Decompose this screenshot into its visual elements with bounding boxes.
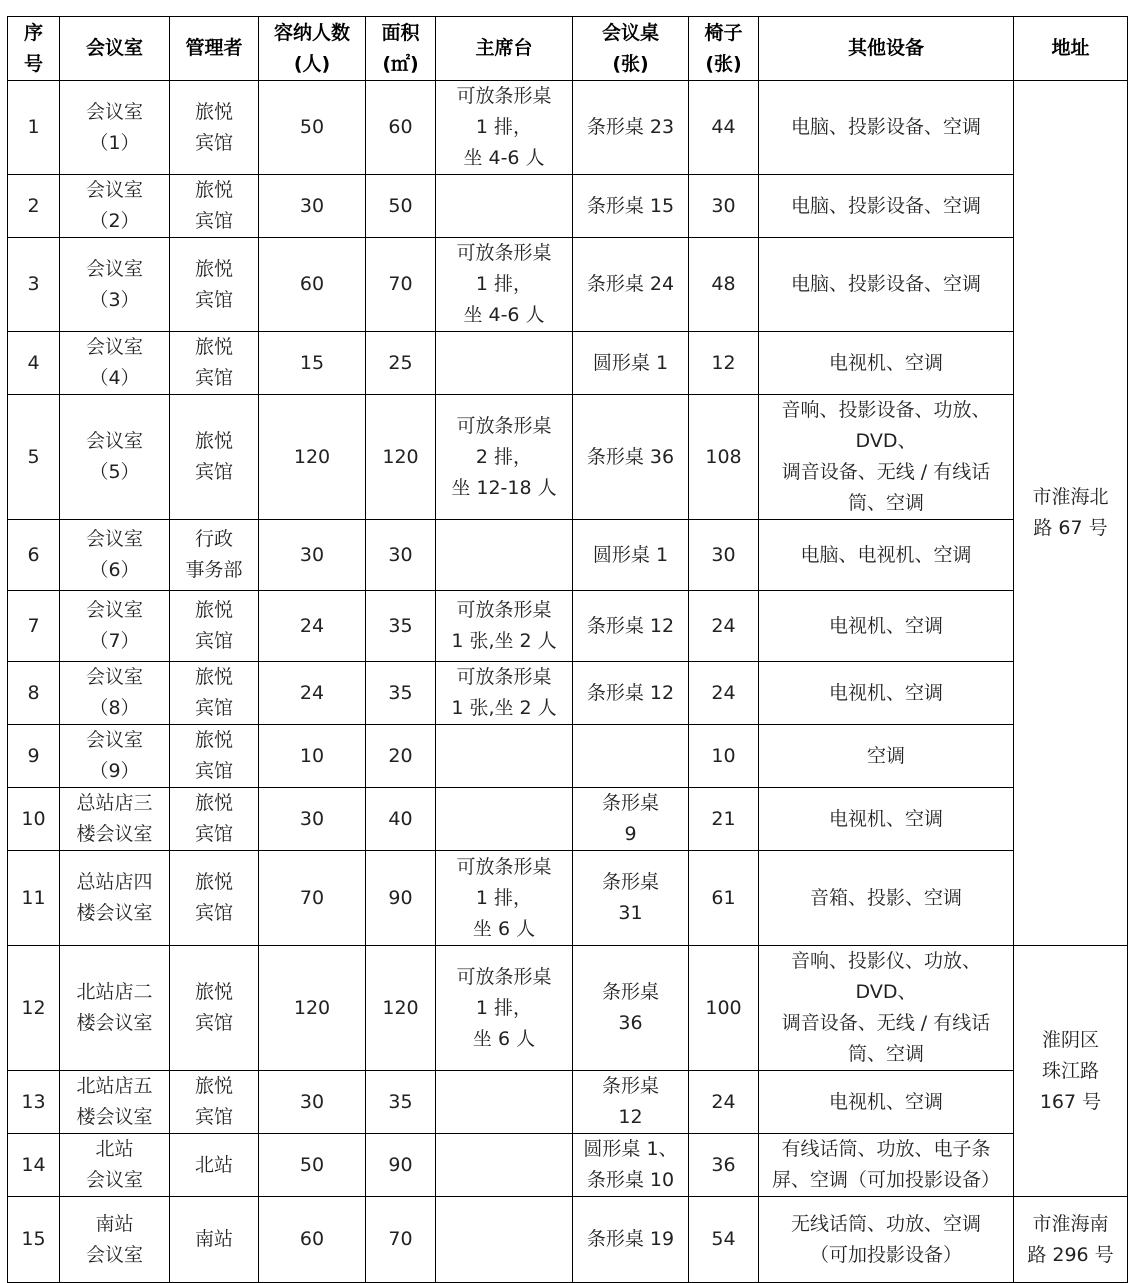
cell-capacity: 120 — [259, 946, 366, 1071]
cell-area: 120 — [366, 395, 436, 520]
cell-no: 3 — [8, 238, 60, 332]
cell-area: 40 — [366, 788, 436, 851]
cell-podium: 可放条形桌 1 张,坐 2 人 — [436, 662, 573, 725]
cell-chairs: 30 — [689, 175, 759, 238]
cell-room: 会议室 （5） — [60, 395, 170, 520]
cell-manager: 旅悦 宾馆 — [170, 946, 259, 1071]
cell-tables: 条形桌 23 — [573, 81, 689, 175]
cell-manager: 旅悦 宾馆 — [170, 238, 259, 332]
cell-chairs: 54 — [689, 1197, 759, 1283]
cell-capacity: 10 — [259, 725, 366, 788]
cell-address: 市淮海南 路 296 号 — [1014, 1197, 1128, 1283]
cell-manager: 旅悦 宾馆 — [170, 1071, 259, 1134]
cell-capacity: 120 — [259, 395, 366, 520]
cell-equipment: 电脑、投影设备、空调 — [759, 175, 1014, 238]
cell-capacity: 60 — [259, 1197, 366, 1283]
table-row — [8, 332, 1128, 395]
cell-no: 11 — [8, 851, 60, 946]
cell-manager: 旅悦 宾馆 — [170, 332, 259, 395]
cell-no: 13 — [8, 1071, 60, 1134]
cell-equipment: 空调 — [759, 725, 1014, 788]
header-tables: 会议桌 (张) — [573, 17, 689, 81]
table-row — [8, 395, 1128, 520]
table-row — [8, 591, 1128, 662]
cell-no: 1 — [8, 81, 60, 175]
cell-chairs: 48 — [689, 238, 759, 332]
header-address: 地址 — [1014, 17, 1128, 81]
cell-tables: 条形桌 15 — [573, 175, 689, 238]
cell-chairs: 61 — [689, 851, 759, 946]
cell-no: 2 — [8, 175, 60, 238]
cell-equipment: 音响、投影仪、功放、DVD、 调音设备、无线 / 有线话 筒、空调 — [759, 946, 1014, 1071]
cell-room: 北站 会议室 — [60, 1134, 170, 1197]
cell-manager: 旅悦 宾馆 — [170, 81, 259, 175]
cell-chairs: 24 — [689, 591, 759, 662]
header-equipment: 其他设备 — [759, 17, 1014, 81]
cell-podium: 可放条形桌 2 排， 坐 12-18 人 — [436, 395, 573, 520]
cell-chairs: 10 — [689, 725, 759, 788]
cell-manager: 旅悦 宾馆 — [170, 725, 259, 788]
cell-address: 淮阴区 珠江路 167 号 — [1014, 946, 1128, 1197]
header-no: 序 号 — [8, 17, 60, 81]
header-room: 会议室 — [60, 17, 170, 81]
cell-chairs: 24 — [689, 662, 759, 725]
table-row — [8, 175, 1128, 238]
table-row — [8, 725, 1128, 788]
cell-tables: 条形桌 24 — [573, 238, 689, 332]
cell-no: 10 — [8, 788, 60, 851]
cell-equipment: 无线话筒、功放、空调 （可加投影设备） — [759, 1197, 1014, 1283]
header-area: 面积 (㎡) — [366, 17, 436, 81]
cell-chairs: 100 — [689, 946, 759, 1071]
cell-tables — [573, 725, 689, 788]
cell-address: 市淮海北 路 67 号 — [1014, 81, 1128, 946]
cell-tables: 条形桌 12 — [573, 591, 689, 662]
cell-podium — [436, 725, 573, 788]
cell-equipment: 电脑、电视机、空调 — [759, 520, 1014, 591]
cell-no: 8 — [8, 662, 60, 725]
cell-equipment: 电视机、空调 — [759, 591, 1014, 662]
cell-podium — [436, 175, 573, 238]
cell-no: 15 — [8, 1197, 60, 1283]
meeting-room-table — [7, 16, 1128, 1283]
cell-room: 会议室 （2） — [60, 175, 170, 238]
cell-area: 25 — [366, 332, 436, 395]
table-row — [8, 238, 1128, 332]
cell-room: 北站店五 楼会议室 — [60, 1071, 170, 1134]
cell-area: 20 — [366, 725, 436, 788]
cell-tables: 条形桌 36 — [573, 946, 689, 1071]
cell-no: 9 — [8, 725, 60, 788]
table-row — [8, 946, 1128, 1071]
cell-equipment: 电视机、空调 — [759, 332, 1014, 395]
cell-tables: 圆形桌 1 — [573, 520, 689, 591]
cell-capacity: 15 — [259, 332, 366, 395]
cell-equipment: 电脑、投影设备、空调 — [759, 81, 1014, 175]
cell-area: 50 — [366, 175, 436, 238]
cell-podium — [436, 520, 573, 591]
cell-equipment: 电视机、空调 — [759, 1071, 1014, 1134]
cell-podium — [436, 1134, 573, 1197]
cell-manager: 行政 事务部 — [170, 520, 259, 591]
cell-capacity: 50 — [259, 81, 366, 175]
cell-tables: 条形桌 12 — [573, 662, 689, 725]
cell-chairs: 12 — [689, 332, 759, 395]
cell-area: 70 — [366, 238, 436, 332]
cell-area: 90 — [366, 851, 436, 946]
cell-no: 14 — [8, 1134, 60, 1197]
cell-no: 5 — [8, 395, 60, 520]
cell-area: 70 — [366, 1197, 436, 1283]
cell-chairs: 30 — [689, 520, 759, 591]
cell-tables: 条形桌 12 — [573, 1071, 689, 1134]
cell-area: 60 — [366, 81, 436, 175]
cell-room: 会议室 （8） — [60, 662, 170, 725]
cell-chairs: 21 — [689, 788, 759, 851]
cell-podium — [436, 332, 573, 395]
table-row — [8, 1134, 1128, 1197]
cell-chairs: 36 — [689, 1134, 759, 1197]
cell-podium: 可放条形桌 1 排， 坐 4-6 人 — [436, 81, 573, 175]
cell-tables: 圆形桌 1、 条形桌 10 — [573, 1134, 689, 1197]
cell-manager: 旅悦 宾馆 — [170, 395, 259, 520]
cell-tables: 条形桌 31 — [573, 851, 689, 946]
header-capacity: 容纳人数 (人) — [259, 17, 366, 81]
cell-capacity: 30 — [259, 788, 366, 851]
cell-capacity: 30 — [259, 520, 366, 591]
header-manager: 管理者 — [170, 17, 259, 81]
cell-podium: 可放条形桌 1 排， 坐 6 人 — [436, 851, 573, 946]
table-row — [8, 662, 1128, 725]
cell-area: 120 — [366, 946, 436, 1071]
cell-equipment: 有线话筒、功放、电子条 屏、空调（可加投影设备） — [759, 1134, 1014, 1197]
cell-capacity: 30 — [259, 1071, 366, 1134]
cell-area: 30 — [366, 520, 436, 591]
cell-tables: 圆形桌 1 — [573, 332, 689, 395]
cell-equipment: 电视机、空调 — [759, 662, 1014, 725]
cell-room: 会议室 （6） — [60, 520, 170, 591]
cell-chairs: 108 — [689, 395, 759, 520]
cell-chairs: 44 — [689, 81, 759, 175]
cell-equipment: 音箱、投影、空调 — [759, 851, 1014, 946]
cell-podium: 可放条形桌 1 排， 坐 4-6 人 — [436, 238, 573, 332]
cell-manager: 北站 — [170, 1134, 259, 1197]
cell-equipment: 电脑、投影设备、空调 — [759, 238, 1014, 332]
cell-chairs: 24 — [689, 1071, 759, 1134]
cell-tables: 条形桌 36 — [573, 395, 689, 520]
cell-tables: 条形桌 9 — [573, 788, 689, 851]
cell-no: 4 — [8, 332, 60, 395]
cell-room: 会议室 （3） — [60, 238, 170, 332]
cell-manager: 旅悦 宾馆 — [170, 591, 259, 662]
cell-area: 90 — [366, 1134, 436, 1197]
cell-room: 会议室 （9） — [60, 725, 170, 788]
cell-room: 会议室 （4） — [60, 332, 170, 395]
table-row — [8, 1197, 1128, 1283]
cell-room: 总站店四 楼会议室 — [60, 851, 170, 946]
cell-manager: 南站 — [170, 1197, 259, 1283]
header-podium: 主席台 — [436, 17, 573, 81]
cell-equipment: 电视机、空调 — [759, 788, 1014, 851]
cell-area: 35 — [366, 1071, 436, 1134]
cell-area: 35 — [366, 591, 436, 662]
table-row — [8, 520, 1128, 591]
table-row — [8, 788, 1128, 851]
cell-capacity: 60 — [259, 238, 366, 332]
cell-manager: 旅悦 宾馆 — [170, 662, 259, 725]
cell-room: 会议室 （1） — [60, 81, 170, 175]
header-chairs: 椅子 (张) — [689, 17, 759, 81]
cell-capacity: 70 — [259, 851, 366, 946]
cell-no: 6 — [8, 520, 60, 591]
cell-capacity: 24 — [259, 591, 366, 662]
cell-room: 会议室 （7） — [60, 591, 170, 662]
cell-room: 南站 会议室 — [60, 1197, 170, 1283]
cell-capacity: 24 — [259, 662, 366, 725]
cell-tables: 条形桌 19 — [573, 1197, 689, 1283]
cell-capacity: 50 — [259, 1134, 366, 1197]
cell-no: 12 — [8, 946, 60, 1071]
table-row — [8, 81, 1128, 175]
cell-podium: 可放条形桌 1 张,坐 2 人 — [436, 591, 573, 662]
table-row — [8, 1071, 1128, 1134]
cell-podium — [436, 788, 573, 851]
cell-no: 7 — [8, 591, 60, 662]
cell-capacity: 30 — [259, 175, 366, 238]
cell-room: 北站店二 楼会议室 — [60, 946, 170, 1071]
cell-room: 总站店三 楼会议室 — [60, 788, 170, 851]
cell-manager: 旅悦 宾馆 — [170, 175, 259, 238]
cell-manager: 旅悦 宾馆 — [170, 851, 259, 946]
cell-podium — [436, 1071, 573, 1134]
cell-area: 35 — [366, 662, 436, 725]
cell-podium — [436, 1197, 573, 1283]
cell-manager: 旅悦 宾馆 — [170, 788, 259, 851]
table-row — [8, 851, 1128, 946]
cell-equipment: 音响、投影设备、功放、 DVD、 调音设备、无线 / 有线话 筒、空调 — [759, 395, 1014, 520]
cell-podium: 可放条形桌 1 排， 坐 6 人 — [436, 946, 573, 1071]
header-row — [8, 17, 1128, 81]
